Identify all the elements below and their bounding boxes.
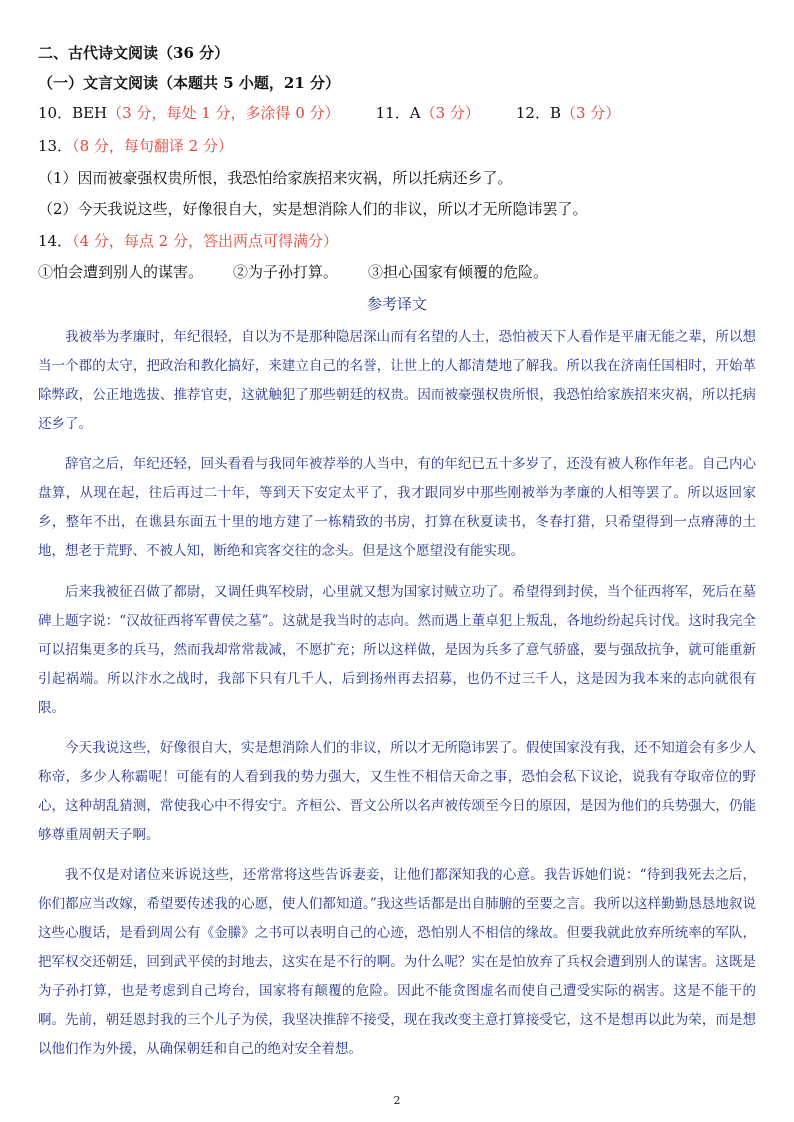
section-subtitle: （一）文言文阅读（本题共 5 小题，21 分）	[38, 74, 340, 92]
translation-paragraph-1: 我被举为孝廉时，年纪很轻，自以为不是那种隐居深山而有名望的人士，恐怕被天下人看作是平庸无能之辈，所以想当一个郡的太守，把政治和教化搞好，来建立自己的名誉，让世上的人都清楚地了解我。所以我在济南任国相时，开始革除弊政，公正地选拔、推荐官吏，这就触犯了那些朝廷的权贵。因而被豪强权贵所恨，我恐怕给家族招来灾祸，所以托病还乡了。	[38, 329, 756, 432]
translation-paragraph-5: 我不仅是对诸位来诉说这些，还常常将这些告诉妻妾，让他们都深知我的心意。我告诉她们说：“待到我死去之后，你们都应当改嫁，希望要传述我的心愿，使人们都知道。”我这些话都是出自肺腑的至要之言。我所以这样勤勤恳恳地叙说这些心腹话，是看到周公有《金縢》之书可以表明自己的心迹，恐怕别人不相信的缘故。但要我就此放弃所统率的军队，把军权交还朝廷，回到武平侯的封地去，这实在是不行的啊。为什么呢？实在是怕放弃了兵权会遭到别人的谋害。这既是为子孙打算，也是考虑到自己垮台，国家将有颠覆的危险。因此不能贪图虚名而使自己遭受实际的祸害。这是不能干的啊。先前，朝廷恩封我的三个儿子为侯，我坚决推辞不接受，现在我改变主意打算接受它，这不是想再以此为荣，而是想以他们作为外援，从确保朝廷和自己的绝对安全着想。	[38, 867, 756, 1057]
translation-title: 参考译文	[366, 295, 427, 313]
translation-paragraph-3: 后来我被征召做了都尉，又调任典军校尉，心里就又想为国家讨贼立功了。希望得到封侯，当个征西将军，死后在墓碑上题字说：“汉故征西将军曹侯之墓”。这就是我当时的志向。然而遇上董卓犯上叛乱，各地纷纷起兵讨伐。这时我完全可以招集更多的兵马，然而我却常常裁减，不愿扩充；所以这样做，是因为兵多了意气骄盛，要与强敌抗争，就可能重新引起祸端。所以汴水之战时，我部下只有几千人，后到扬州再去招募，也仍不过三千人，这是因为我本来的志向就很有限。	[38, 584, 756, 716]
q14-points	[38, 262, 548, 282]
q14-number: 14．	[38, 232, 73, 250]
q11-scoring-note: （3 分）	[420, 104, 480, 122]
section-title: 二、古代诗文阅读（36 分）	[38, 44, 230, 62]
q14-point-2: ②为子孙打算。	[233, 263, 339, 281]
q14-header	[38, 231, 338, 251]
q14-scoring-note: （4 分，每点 2 分，答出两点可得满分）	[72, 232, 338, 250]
translation-paragraph-2: 辞官之后，年纪还轻，回头看看与我同年被荐举的人当中，有的年纪已五十多岁了，还没有被人称作年老。自己内心盘算，从现在起，往后再过二十年，等到天下安定太平了，我才跟同岁中那些刚被举为孝廉的人相等罢了。所以返回家乡，整年不出，在谯县东面五十里的地方建了一栋精致的书房，打算在秋夏读书，冬春打猎，只希望得到一点瘠薄的土地，想老于荒野、不被人知，断绝和宾客交往的念头。但是这个愿望没有能实现。	[38, 456, 756, 559]
q10-answer: 10．BEH	[38, 104, 108, 122]
q13-number: 13．	[38, 137, 73, 155]
q13-translation-1: （1）因而被豪强权贵所恨，我恐怕给家族招来灾祸，所以托病还乡了。	[38, 169, 513, 187]
q13-scoring-note: （8 分，每句翻译 2 分）	[72, 137, 233, 155]
answer-row-10-12	[38, 103, 620, 123]
page-number: 2	[393, 1094, 401, 1107]
q13-translation-2: （2）今天我说这些，好像很自大，实是想消除人们的非议，所以才无所隐讳罢了。	[38, 200, 588, 218]
q12-answer: 12．B	[515, 104, 561, 122]
q12-scoring-note: （3 分）	[561, 104, 621, 122]
q14-point-3: ③担心国家有倾覆的危险。	[368, 263, 549, 281]
q10-scoring-note: （3 分，每处 1 分，多涂得 0 分）	[107, 104, 340, 122]
q14-point-1: ①怕会遭到别人的谋害。	[38, 263, 204, 281]
q11-answer: 11．A	[375, 104, 421, 122]
q13-header	[38, 136, 233, 156]
translation-paragraph-4: 今天我说这些，好像很自大，实是想消除人们的非议，所以才无所隐讳罢了。假使国家没有我，还不知道会有多少人称帝，多少人称霸呢！可能有的人看到我的势力强大，又生性不相信天命之事，恐怕会私下议论，说我有夺取帝位的野心，这种胡乱猜测，常使我心中不得安宁。齐桓公、晋文公所以名声被传颂至今日的原因，是因为他们的兵势强大，仍能够尊重周朝天子啊。	[38, 740, 756, 843]
